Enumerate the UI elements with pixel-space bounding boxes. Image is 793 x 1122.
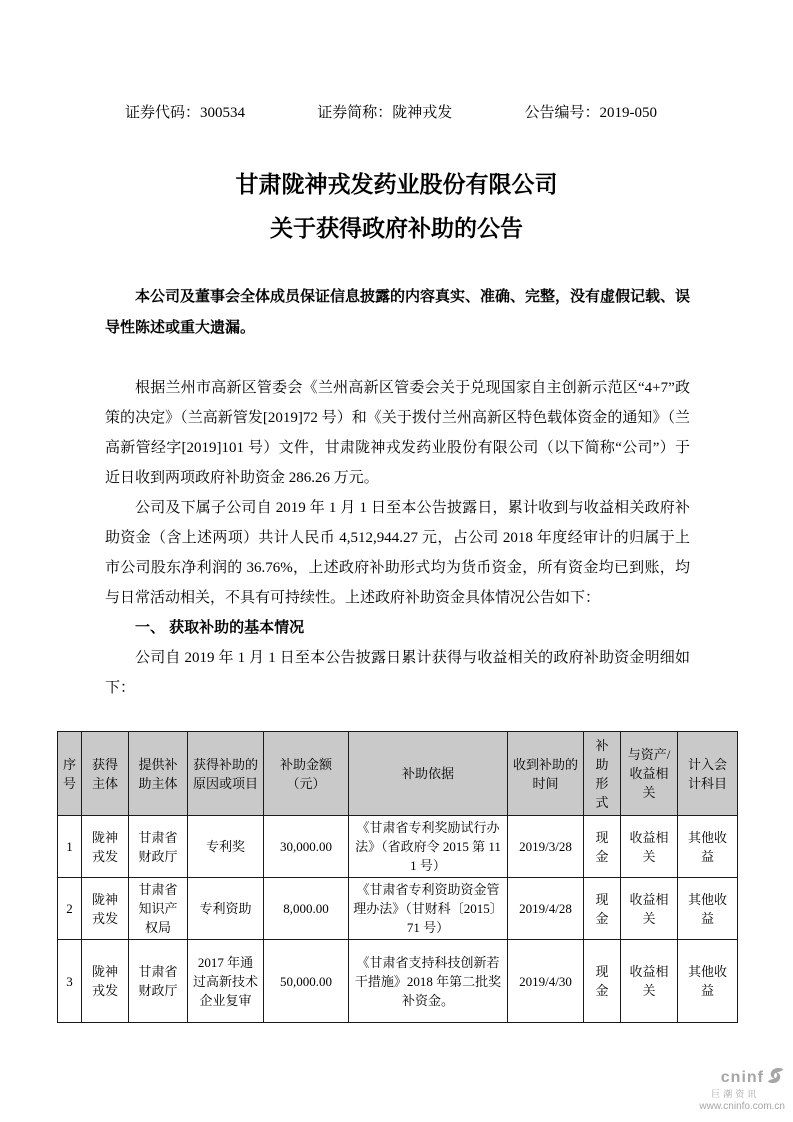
table-row <box>58 940 738 1023</box>
table-cell: 2019/4/30 <box>508 940 584 1023</box>
table-cell: 收益相关 <box>621 878 678 940</box>
table-cell: 甘肃省知识产权局 <box>129 878 188 940</box>
column-header: 与资产/收益相关 <box>621 732 678 816</box>
document-title <box>0 162 793 250</box>
table-cell: 甘肃省财政厅 <box>129 816 188 878</box>
stock-code: 证券代码：300534 <box>125 105 246 121</box>
subsidy-table <box>57 731 738 1023</box>
table-cell: 现金 <box>584 816 621 878</box>
table-cell: 50,000.00 <box>264 940 349 1023</box>
document-body <box>105 281 690 703</box>
table-cell: 8,000.00 <box>264 878 349 940</box>
cninfo-chinese-name: 巨潮资讯 <box>711 1089 760 1100</box>
table-cell: 陇神戎发 <box>82 940 129 1023</box>
table-cell: 2017 年通过高新技术企业复审 <box>188 940 264 1023</box>
column-header: 补助金额（元） <box>264 732 349 816</box>
stock-abbr: 证券简称：陇神戎发 <box>317 105 453 121</box>
column-header: 提供补助主体 <box>129 732 188 816</box>
table-cell: 《甘肃省专利资助资金管理办法》（甘财科〔2015〕71 号） <box>349 878 508 940</box>
cninfo-brand-text: cninf <box>720 1068 764 1086</box>
body-paragraph-1: 根据兰州市高新区管委会《兰州高新区管委会关于兑现国家自主创新示范区“4+7”政策的决定》（兰高新管发[2019]72 号）和《关于拨付兰州高新区特色载体资金的通知》（兰高新管经字[2019]101 号）文件，甘肃陇神戎发药业股份有限公司（以下简称“公司”）于近日收到两项政府补助资金 286.26 万元。 <box>105 380 690 486</box>
security-info-bar <box>125 103 657 123</box>
disclosure-statement: 本公司及董事会全体成员保证信息披露的内容真实、准确、完整，没有虚假记载、误导性陈述或重大遗漏。 <box>105 288 691 336</box>
table-cell: 收益相关 <box>621 940 678 1023</box>
column-header: 获得补助的原因或项目 <box>188 732 264 816</box>
table-row <box>58 816 738 878</box>
cninfo-swirl-icon <box>766 1067 785 1089</box>
section-intro: 公司自 2019 年 1 月 1 日至本公告披露日累计获得与收益相关的政府补助资金明细如下： <box>105 650 690 696</box>
section-heading: 一、 获取补助的基本情况 <box>135 619 305 636</box>
cninfo-brand-row <box>699 1067 785 1089</box>
cninfo-url: www.cninfo.com.cn <box>699 1100 785 1112</box>
table-cell: 2 <box>58 878 82 940</box>
table-cell: 陇神戎发 <box>82 878 129 940</box>
column-header: 补助依据 <box>349 732 508 816</box>
company-name-title: 甘肃陇神戎发药业股份有限公司 <box>235 171 558 197</box>
table-cell: 《甘肃省专利奖励试行办法》（省政府令 2015 第 111 号） <box>349 816 508 878</box>
table-cell: 2019/4/28 <box>508 878 584 940</box>
announcement-subject-title: 关于获得政府补助的公告 <box>270 215 523 241</box>
table-cell: 其他收益 <box>678 878 738 940</box>
announcement-number: 公告编号：2019-050 <box>524 105 657 121</box>
column-header: 获得主体 <box>82 732 129 816</box>
body-paragraph-2: 公司及下属子公司自 2019 年 1 月 1 日至本公告披露日，累计收到与收益相关政府补助资金（含上述两项）共计人民币 4,512,944.27 元，占公司 2018 年度经审计的归属于上市公司股东净利润的 36.76%，上述政府补助形式均为货币资金，所有资金均已到账，均与日常活动相关，不具有可持续性。上述政府补助资金具体情况公告如下： <box>105 500 690 606</box>
table-cell: 30,000.00 <box>264 816 349 878</box>
column-header: 收到补助的时间 <box>508 732 584 816</box>
table-cell: 《甘肃省支持科技创新若干措施》2018 年第二批奖补资金。 <box>349 940 508 1023</box>
table-row <box>58 878 738 940</box>
column-header: 计入会计科目 <box>678 732 738 816</box>
table-cell: 现金 <box>584 878 621 940</box>
table-cell: 其他收益 <box>678 940 738 1023</box>
table-body <box>58 816 738 1023</box>
table-cell: 其他收益 <box>678 816 738 878</box>
table-header-row <box>58 732 738 816</box>
column-header: 补助形式 <box>584 732 621 816</box>
table-cell: 现金 <box>584 940 621 1023</box>
column-header: 序号 <box>58 732 82 816</box>
table-cell: 收益相关 <box>621 816 678 878</box>
table-cell: 1 <box>58 816 82 878</box>
table-cell: 2019/3/28 <box>508 816 584 878</box>
table-cell: 专利奖 <box>188 816 264 878</box>
cninfo-logo <box>699 1067 785 1112</box>
table-cell: 陇神戎发 <box>82 816 129 878</box>
table-cell: 3 <box>58 940 82 1023</box>
table-cell: 专利资助 <box>188 878 264 940</box>
table-cell: 甘肃省财政厅 <box>129 940 188 1023</box>
